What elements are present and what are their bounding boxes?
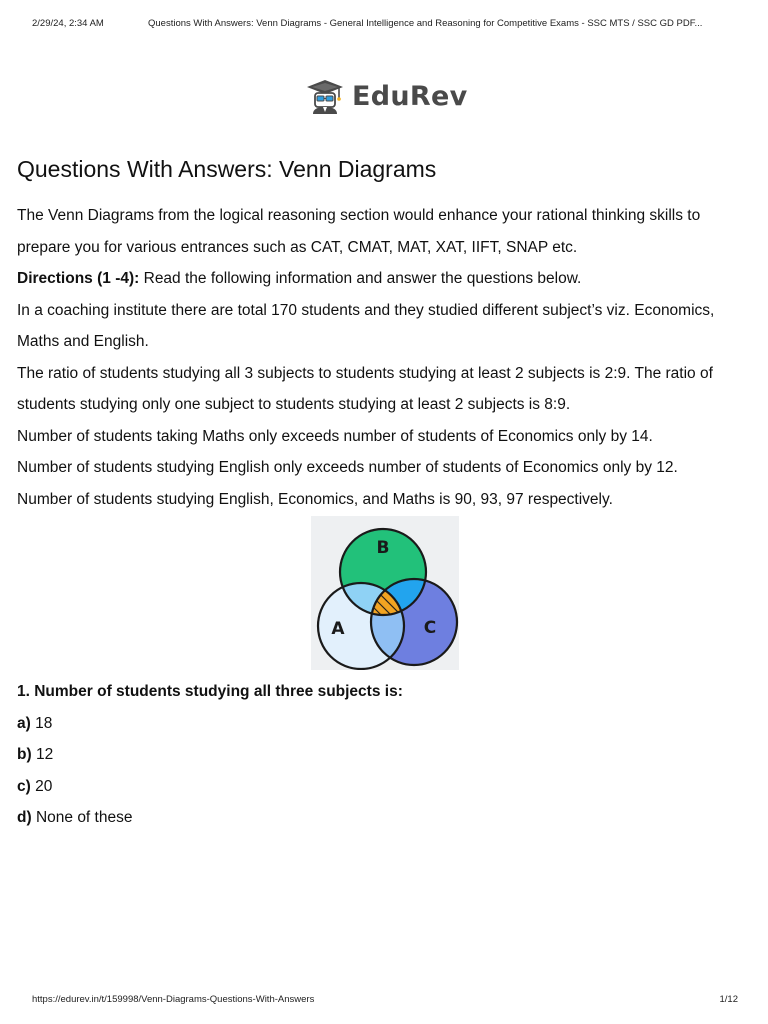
info-paragraph: Number of students taking Maths only exceeds number of students of Economics only by 14. (17, 427, 653, 445)
page-number: 1/12 (719, 994, 738, 1005)
option-d (17, 802, 753, 834)
page-title: Questions With Answers: Venn Diagrams (17, 156, 437, 182)
directions-label: Directions (1 -4): (17, 270, 140, 287)
edurev-logo[interactable] (306, 76, 468, 116)
page-url[interactable]: https://edurev.in/t/159998/Venn-Diagrams-Questions-With-Answers (32, 994, 315, 1005)
info-paragraph: Number of students studying English, Economics, and Maths is 90, 93, 97 respectively. (17, 490, 613, 508)
logo-wordmark: EduRev (352, 80, 468, 112)
label-a: A (331, 619, 345, 639)
option-a (17, 708, 753, 740)
option-key: c) (17, 777, 31, 795)
question-text: 1. Number of students studying all three subjects is: (17, 683, 403, 700)
option-key: d) (17, 809, 32, 826)
option-c (17, 771, 753, 803)
option-value: None of these (35, 809, 133, 826)
label-c: C (423, 618, 437, 638)
label-b: B (376, 538, 390, 558)
option-key: b) (17, 746, 32, 763)
print-date: 2/29/24, 2:34 AM (32, 18, 104, 29)
print-header (32, 18, 740, 32)
graduate-cap-icon (306, 78, 344, 114)
option-b (17, 739, 753, 771)
venn-diagram-svg (311, 516, 459, 670)
info-paragraph: Number of students studying English only exceeds number of students of Economics only by 12. (17, 459, 678, 476)
venn-diagram (311, 516, 459, 670)
info-paragraph: The ratio of students studying all 3 subjects to students studying at least 2 subjects is 2:9. The ratio of students studying only one subject to students studying at least 2 subjects is 8:9. (17, 364, 713, 413)
option-value: 18 (35, 714, 53, 732)
question-block (17, 676, 753, 834)
info-paragraph: In a coaching institute there are total 170 students and they studied different subject’s viz. Economics, Maths and English. (17, 301, 715, 350)
directions-paragraph (17, 263, 753, 295)
print-footer (32, 994, 738, 1008)
directions-text: Read the following information and answer the questions below. (139, 270, 582, 287)
option-value: 12 (35, 746, 54, 763)
article-body (17, 200, 753, 515)
option-key: a) (17, 714, 31, 732)
print-document-title: Questions With Answers: Venn Diagrams - General Intelligence and Reasoning for Competitive Exams - SSC MTS / SSC GD PDF... (148, 18, 703, 29)
intro-paragraph: The Venn Diagrams from the logical reasoning section would enhance your rational thinking skills to prepare you for various entrances such as CAT, CMAT, MAT, XAT, IIFT, SNAP etc. (17, 207, 701, 256)
option-value: 20 (35, 777, 53, 795)
